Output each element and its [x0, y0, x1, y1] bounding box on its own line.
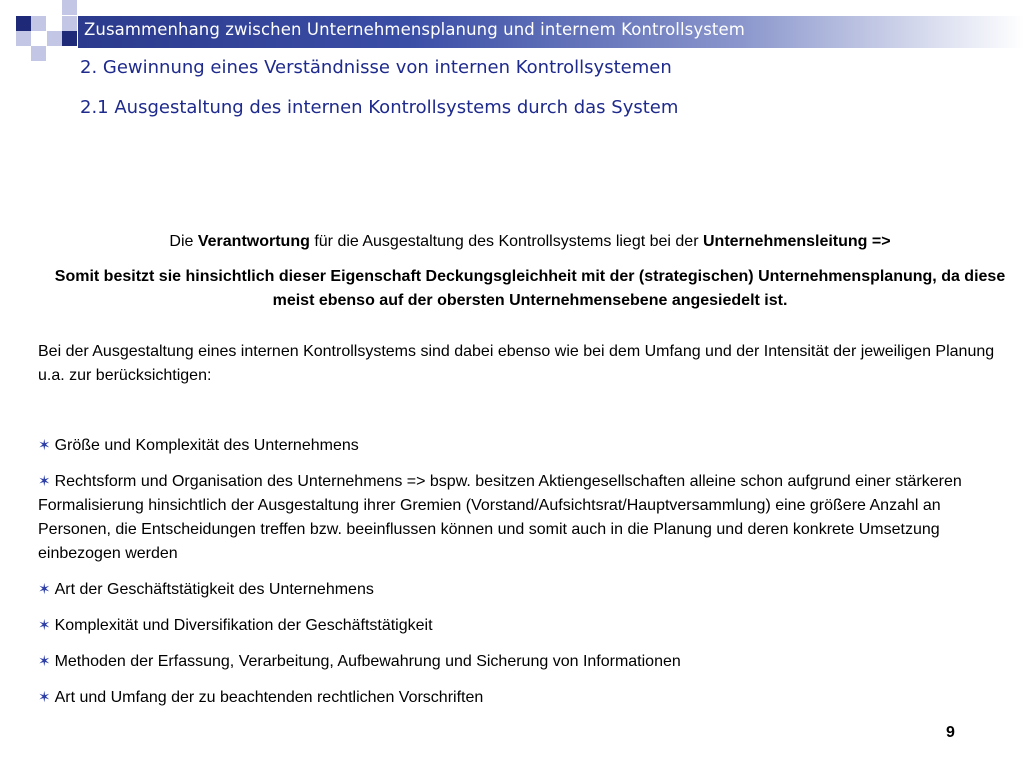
section-subtitle: 2. Gewinnung eines Verständnisse von internen Kontrollsystemen [80, 57, 672, 78]
list-item [38, 470, 978, 566]
list-item [38, 650, 978, 674]
logo-square [31, 16, 46, 31]
subsection-subtitle: 2.1 Ausgestaltung des internen Kontrollsystems durch das System [80, 97, 679, 118]
list-item [38, 578, 978, 602]
logo-square [47, 31, 62, 46]
list-item-text: Methoden der Erfassung, Verarbeitung, Aufbewahrung und Sicherung von Informationen [54, 653, 681, 670]
criteria-list [38, 434, 978, 722]
list-item [38, 614, 978, 638]
responsibility-statement [40, 230, 1020, 254]
conclusion-statement: Somit besitzt sie hinsichtlich dieser Eigenschaft Deckungsgleichheit mit der (strategischen) Unternehmensplanung, da diese meist ebenso auf der obersten Unternehmensebene angesiedelt ist. [54, 268, 1006, 309]
logo-square [62, 31, 77, 46]
responsibility-bold-term: Verantwortung [197, 233, 310, 250]
list-item-text: Komplexität und Diversifikation der Geschäftstätigkeit [54, 617, 433, 634]
intro-paragraph: Bei der Ausgestaltung eines internen Kontrollsystems sind dabei ebenso wie bei dem Umfang und der Intensität der jeweiligen Planung u.a. zur berücksichtigen: [38, 343, 995, 384]
list-item-text: Art der Geschäftstätigkeit des Unternehmens [54, 581, 374, 598]
star-bullet-icon: ✶ [38, 617, 51, 634]
list-item-text: Größe und Komplexität des Unternehmens [54, 437, 359, 454]
star-bullet-icon: ✶ [38, 689, 51, 706]
list-item [38, 686, 978, 710]
star-bullet-icon: ✶ [38, 437, 51, 454]
list-item [38, 434, 978, 458]
responsibility-bold-owner: Unternehmensleitung => [702, 233, 891, 250]
slide-title: Zusammenhang zwischen Unternehmensplanung und internem Kontrollsystem [84, 20, 745, 39]
logo-square [31, 46, 46, 61]
logo-square [62, 16, 77, 31]
list-item-text: Rechtsform und Organisation des Unternehmens => bspw. besitzen Aktiengesellschaften alleine schon aufgrund einer stärkeren Formalisierung hinsichtlich der Ausgestaltung ihrer Gremien (Vorstand/Aufsichtsrat/Hauptversammlung) eine größere Anzahl an Personen, die Entscheidungen treffen bzw. beeinflussen können und somit auch in die Planung und deren konkrete Umsetzung einbezogen werden [38, 473, 962, 562]
list-item-text: Art und Umfang der zu beachtenden rechtlichen Vorschriften [54, 689, 484, 706]
logo-square [16, 16, 31, 31]
star-bullet-icon: ✶ [38, 473, 51, 490]
star-bullet-icon: ✶ [38, 653, 51, 670]
responsibility-prefix: Die [169, 233, 198, 250]
logo-square [62, 0, 77, 15]
page-number: 9 [946, 724, 955, 741]
responsibility-middle: für die Ausgestaltung des Kontrollsystems liegt bei der [309, 233, 703, 250]
star-bullet-icon: ✶ [38, 581, 51, 598]
logo-square [16, 31, 31, 46]
